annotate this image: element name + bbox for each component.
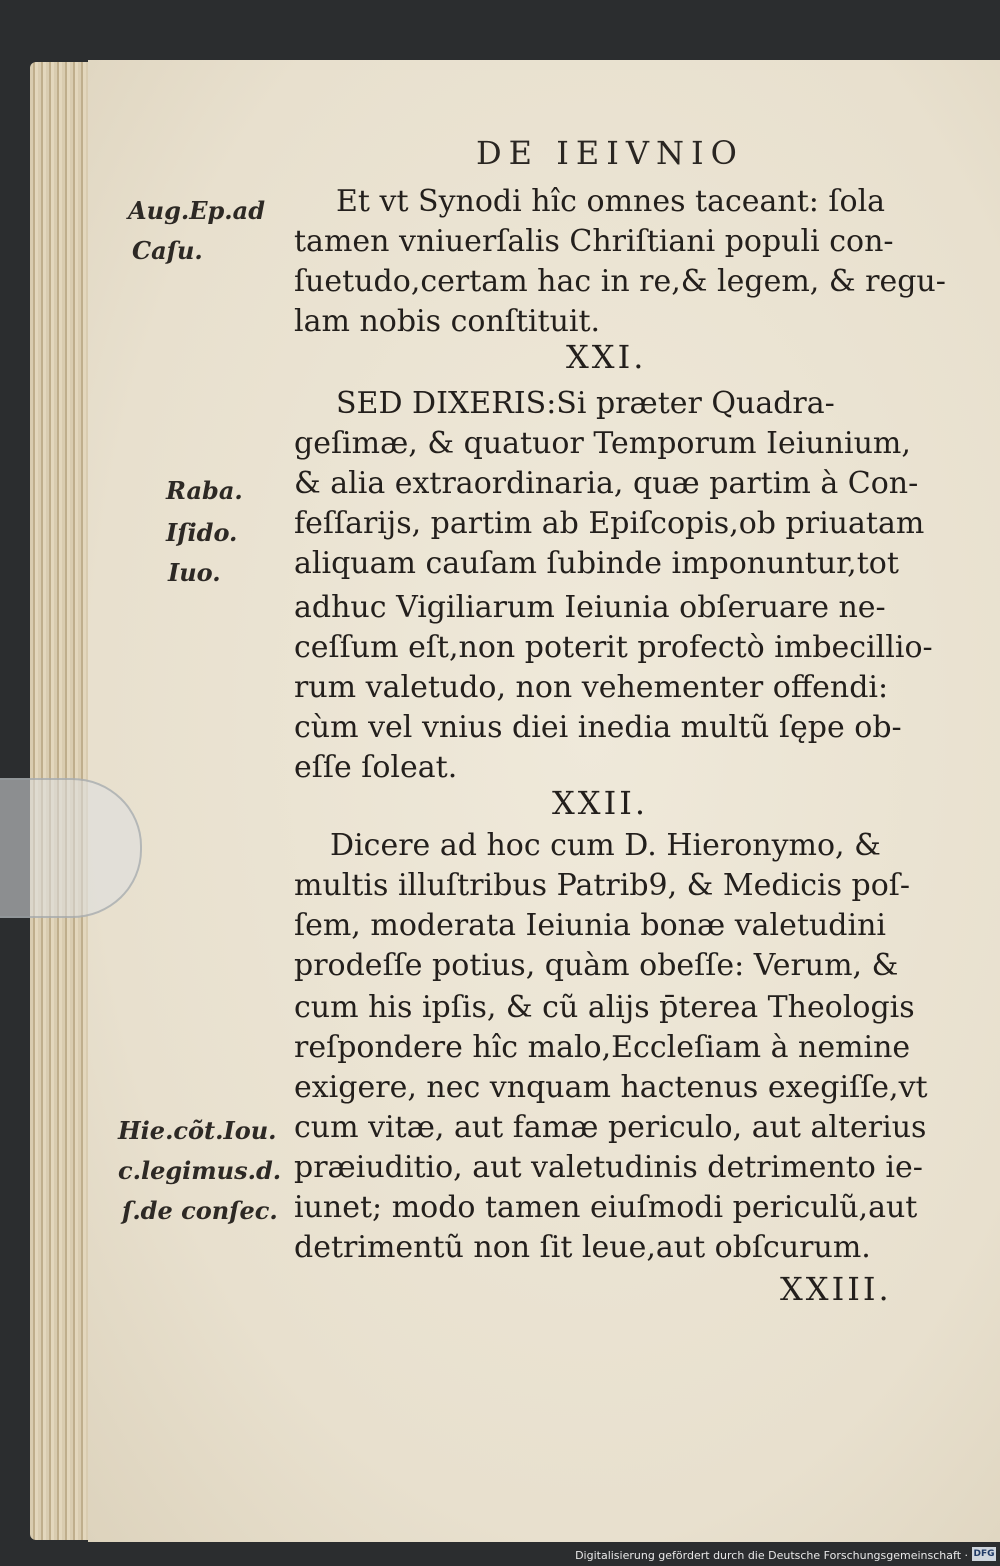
text-line: cum his ipſis, & cũ alijs p̄terea Theologis (294, 990, 915, 1025)
marginal-note: Hie.cõt.Iou. (118, 1116, 277, 1145)
marginal-note: c.legimus.d. (118, 1156, 282, 1185)
text-line: ſem, moderata Ieiunia bonæ valetudini (294, 908, 887, 943)
text-line: eſſe ſoleat. (294, 750, 458, 785)
section-number: XXI. (566, 338, 647, 376)
section-number: XXII. (552, 784, 649, 822)
text-line: reſpondere hîc malo,Eccleſiam à nemine (294, 1030, 911, 1065)
text-line: cum vitæ, aut famæ periculo, aut alterius (294, 1110, 927, 1145)
text-line: feſſarijs, partim ab Epiſcopis,ob priuatam (294, 506, 925, 541)
text-line: Et vt Synodi hîc omnes taceant: ſola (336, 184, 886, 219)
section-number: XXIII. (780, 1270, 892, 1308)
text-line: detrimentũ non ſit leue,aut obſcurum. (294, 1230, 871, 1265)
text-line: adhuc Vigiliarum Ieiunia obſeruare ne- (294, 590, 886, 625)
text-line: ceſſum eſt,non poterit profectò imbecillio- (294, 630, 933, 665)
marginal-note: Iſido. (166, 518, 238, 547)
digitization-credit: Digitalisierung gefördert durch die Deutsche Forschungsgemeinschaft · (575, 1549, 968, 1562)
text-line: cùm vel vnius diei inedia multũ ſępe ob- (294, 710, 902, 745)
text-line: ſuetudo,certam hac in re,& legem, & regu- (294, 264, 946, 299)
text-line: rum valetudo, non vehementer offendi: (294, 670, 889, 705)
page-clip (0, 778, 142, 918)
marginal-note: ſ.de conſec. (122, 1196, 278, 1225)
text-line: multis illuſtribus Patrib9, & Medicis poſ- (294, 868, 911, 903)
text-line: præiuditio, aut valetudinis detrimento ie- (294, 1150, 923, 1185)
running-head: DE IEIVNIO (476, 134, 744, 172)
text-line: & alia extraordinaria, quæ partim à Con- (294, 466, 919, 501)
text-line: aliquam cauſam ſubinde imponuntur,tot (294, 546, 899, 581)
text-line: exigere, nec vnquam hactenus exegiſſe,vt (294, 1070, 928, 1105)
marginal-note: Aug.Ep.ad (128, 196, 265, 225)
text-line: lam nobis conſtituit. (294, 304, 601, 339)
dfg-logo: DFG (973, 1549, 995, 1559)
text-line: SED DIXERIS:Si præter Quadra- (336, 386, 835, 421)
text-line: prodeſſe potius, quàm obeſſe: Verum, & (294, 948, 899, 983)
marginal-note: Iuo. (168, 558, 221, 587)
text-line: geſimæ, & quatuor Temporum Ieiunium, (294, 426, 911, 461)
text-line: iunet; modo tamen eiuſmodi periculũ,aut (294, 1190, 918, 1225)
marginal-note: Caſu. (132, 236, 203, 265)
marginal-note: Raba. (166, 476, 243, 505)
text-line: Dicere ad hoc cum D. Hieronymo, & (330, 828, 881, 863)
text-line: tamen vniuerſalis Chriſtiani populi con- (294, 224, 894, 259)
